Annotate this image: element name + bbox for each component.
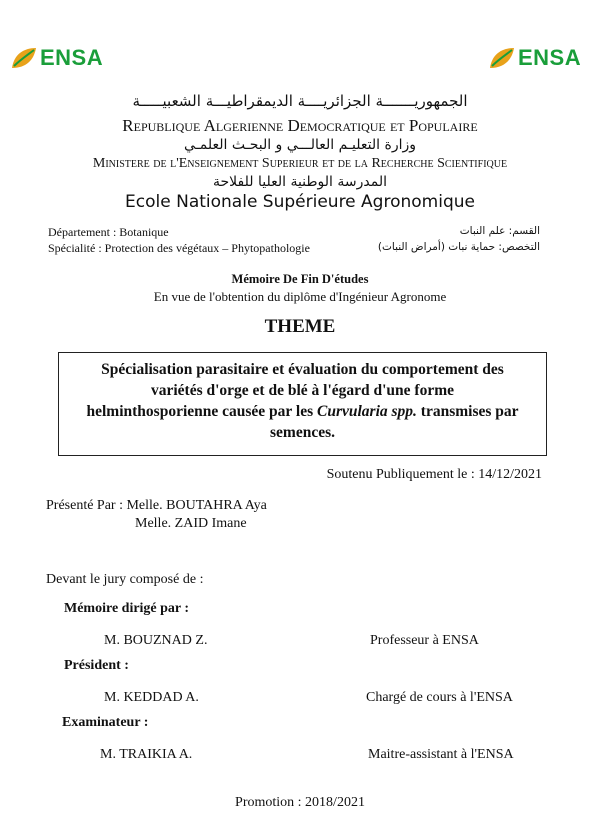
speciality-ar: التخصص: حماية نبات (أمراض النبات)	[377, 241, 540, 253]
memoire-title: Mémoire De Fin D'études	[231, 272, 369, 286]
leaf-icon	[8, 42, 40, 74]
jury-title: Chargé de cours à l'ENSA	[366, 690, 513, 705]
jury-name: M. TRAIKIA A.	[100, 747, 193, 762]
leaf-icon	[486, 42, 518, 74]
jury-role: Mémoire dirigé par :	[64, 601, 190, 616]
logo-text: ENSA	[40, 45, 104, 70]
promotion: Promotion : 2018/2021	[235, 795, 365, 810]
memoire-subtitle: En vue de l'obtention du diplôme d'Ingénieur Agronome	[153, 289, 447, 304]
theme-heading: THEME	[264, 316, 336, 337]
jury-role: Examinateur :	[62, 715, 149, 730]
theme-line: Spécialisation parasitaire et évaluation du comportement des	[101, 361, 504, 378]
theme-species: Curvularia spp.	[316, 403, 417, 420]
theme-line	[59, 401, 546, 422]
presented-second: Melle. ZAID Imane	[135, 516, 247, 531]
republic-french: Republique Algerienne Democratique et Populaire	[122, 116, 478, 135]
defense-date: Soutenu Publiquement le : 14/12/2021	[326, 467, 542, 482]
logo-text: ENSA	[518, 45, 582, 70]
school-arabic: المدرسة الوطنية العليا للفلاحة	[213, 174, 387, 190]
jury-title: Professeur à ENSA	[370, 633, 479, 648]
school-french: Ecole Nationale Supérieure Agronomique	[125, 192, 475, 212]
jury-name: M. BOUZNAD Z.	[104, 633, 208, 648]
theme-text: helminthosporienne causée par les	[86, 403, 317, 420]
republic-arabic: الجمهوريـــــــة الجزائريــــة الديمقراطيـــة الشعبيـــــة	[132, 92, 468, 110]
speciality-fr: Spécialité : Protection des végétaux – Phytopathologie	[48, 241, 310, 255]
jury-name: M. KEDDAD A.	[104, 690, 199, 705]
jury-title: Maitre-assistant à l'ENSA	[368, 747, 514, 762]
presented-by: Présenté Par : Melle. BOUTAHRA Aya	[46, 498, 267, 513]
theme-line: semences.	[270, 424, 335, 441]
ministry-french: Ministere de l'Enseignement Superieur et de la Recherche Scientifique	[92, 156, 508, 171]
ensa-logo-left	[8, 38, 103, 78]
ministry-arabic: وزارة التعليـم العالـــي و البحـث العلمـي	[183, 137, 417, 153]
jury-role: Président :	[64, 658, 129, 673]
theme-line: variétés d'orge et de blé à l'égard d'une forme	[150, 382, 455, 399]
theme-text: transmises par	[416, 403, 519, 420]
jury-intro: Devant le jury composé de :	[46, 572, 204, 587]
department-fr: Département : Botanique	[48, 225, 169, 239]
department-ar: القسم: علم النبات	[459, 225, 540, 237]
theme-box	[58, 352, 547, 456]
ensa-logo-right	[486, 38, 581, 78]
